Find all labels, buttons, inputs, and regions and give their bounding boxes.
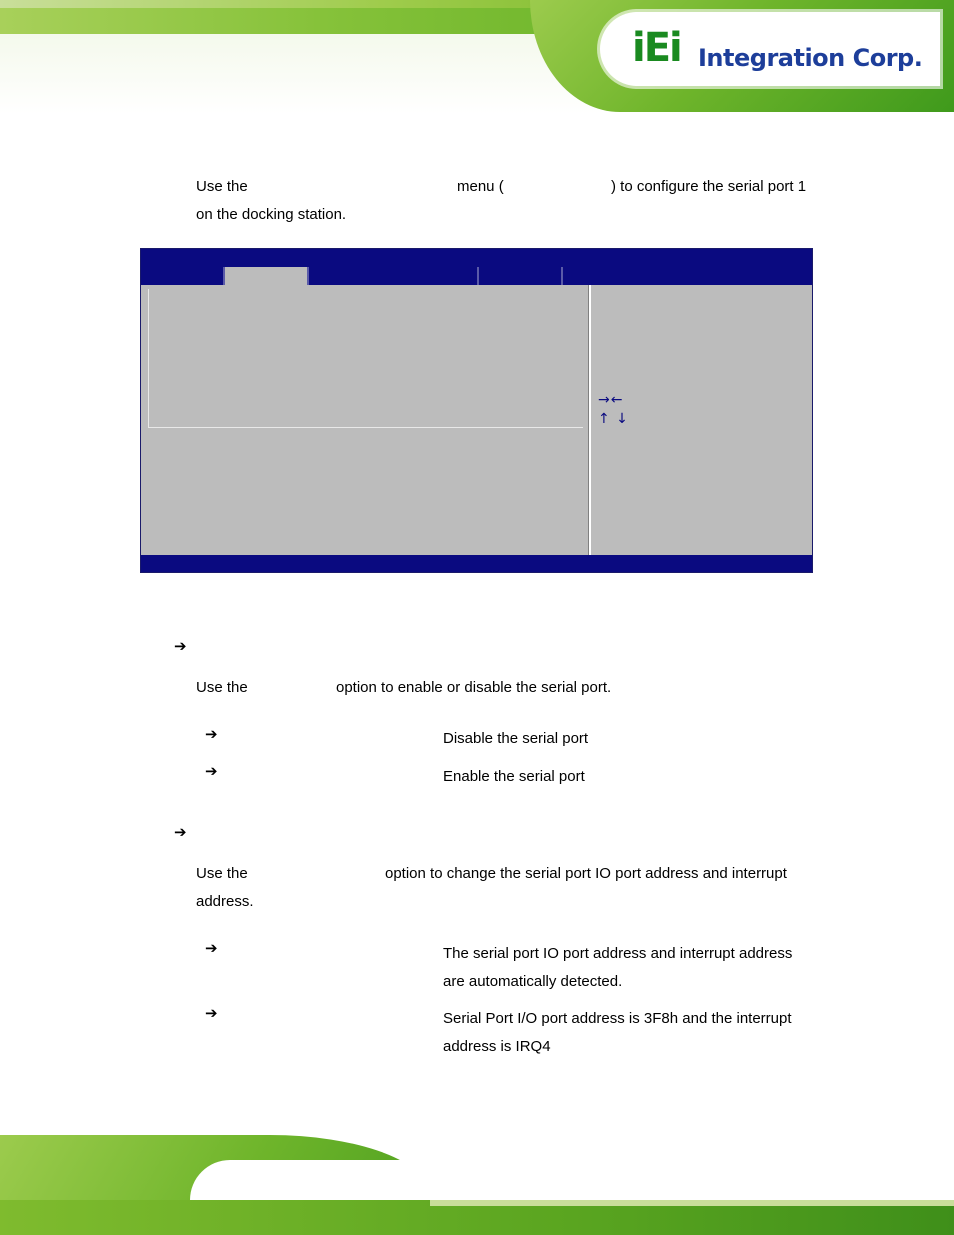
- bios-screenshot: [140, 248, 813, 573]
- section1-option1-desc: Disable the serial port: [443, 730, 589, 747]
- intro-text-4: on the docking station.: [196, 206, 347, 223]
- intro-text-1: Use the: [196, 178, 248, 195]
- section1-option2-desc: Enable the serial port: [443, 768, 585, 785]
- section1-desc-1: Use the: [196, 679, 248, 696]
- section2-option1-arrow-icon: ➔: [205, 939, 218, 957]
- footer-band-light: [430, 1200, 954, 1206]
- section1-arrow-icon: ➔: [174, 637, 187, 655]
- bios-tab-separator: [561, 267, 563, 285]
- left-right-arrows-icon: →←: [598, 392, 624, 408]
- bios-tab-separator: [307, 267, 309, 285]
- section2-desc-1: Use the: [196, 865, 248, 882]
- section2-desc-2: option to change the serial port IO port address and interrupt: [385, 865, 787, 882]
- bios-panel-divider: [588, 285, 591, 555]
- header-fade: [0, 34, 600, 114]
- section2-option2-desc-2: address is IRQ4: [443, 1038, 551, 1055]
- up-down-arrows-icon: ↑ ↓: [598, 411, 629, 427]
- company-logo-text: Integration Corp.: [698, 44, 923, 72]
- section1-option2-arrow-icon: ➔: [205, 762, 218, 780]
- bios-tab-separator: [477, 267, 479, 285]
- section2-option1-desc-2: are automatically detected.: [443, 973, 623, 990]
- intro-text-3: ) to configure the serial port 1: [611, 178, 807, 195]
- bios-bottom-bar: [141, 555, 812, 572]
- section2-arrow-icon: ➔: [174, 823, 187, 841]
- section2-desc-3: address.: [196, 893, 254, 910]
- bios-settings-panel: [148, 289, 583, 428]
- section2-option1-desc-1: The serial port IO port address and interrupt address: [443, 945, 793, 962]
- bios-tab-active: [225, 267, 307, 285]
- company-logo-mark: iEi: [632, 25, 681, 71]
- intro-text-2: menu (: [457, 178, 504, 195]
- section2-option2-desc-1: Serial Port I/O port address is 3F8h and the interrupt: [443, 1010, 792, 1027]
- section1-desc-2: option to enable or disable the serial port.: [336, 679, 612, 696]
- footer-wave-highlight: [190, 1160, 470, 1200]
- section1-option1-arrow-icon: ➔: [205, 725, 218, 743]
- bios-title-bar: [141, 249, 812, 267]
- section2-option2-arrow-icon: ➔: [205, 1004, 218, 1022]
